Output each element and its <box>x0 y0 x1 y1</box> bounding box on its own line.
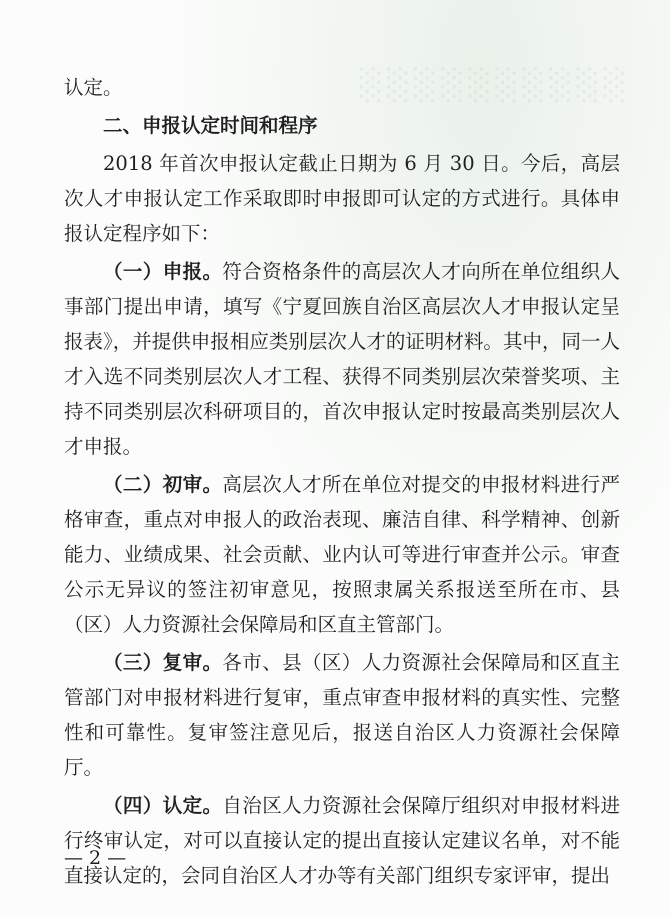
document-body <box>64 70 620 896</box>
step-initial-review-text: 高层次人才所在单位对提交的申报材料进行严格审查，重点对申报人的政治表现、廉洁自律、科学精神、创新能力、业绩成果、社会贡献、业内认可等进行审查并公示。审查公示无异议的签注初审意见，按照隶属关系报送至所在市、县（区）人力资源社会保障局和区直主管部门。 <box>64 473 620 636</box>
step-certification-text: 自治区人力资源社会保障厅组织对申报材料进行终审认定，对可以直接认定的提出直接认定建议名单，对不能直接认定的，会同自治区人才办等有关部门组织专家评审，提出 <box>64 794 620 887</box>
step-second-review-text: 各市、县（区）人力资源社会保障局和区直主管部门对申报材料进行复审，重点审查申报材料的真实性、完整性和可靠性。复审签注意见后，报送自治区人力资源社会保障厅。 <box>64 651 620 779</box>
faint-watermark: ░░░░░░░░░░ <box>360 68 631 103</box>
step-certification-label: （四）认定。 <box>103 794 223 817</box>
step-apply-text: 符合资格条件的高层次人才向所在单位组织人事部门提出申请，填写《宁夏回族自治区高层次人才申报认定呈报表》，并提供申报相应类别层次人才的证明材料。其中，同一人才入选不同类别层次人才工程、获得不同类别层次荣誉奖项、主持不同类别层次科研项目的，首次申报认定时按最高类别层次人才申报。 <box>64 260 620 458</box>
step-second-review-label: （三）复审。 <box>103 651 223 674</box>
step-initial-review-label: （二）初审。 <box>103 473 223 496</box>
intro-paragraph: 2018 年首次申报认定截止日期为 6 月 30 日。今后，高层次人才申报认定工作采取即时申报即可认定的方式进行。具体申报认定程序如下： <box>64 152 620 245</box>
step-apply <box>64 254 620 464</box>
opening-line: 认定。 <box>64 76 123 99</box>
step-apply-label: （一）申报。 <box>103 260 223 283</box>
section-heading: 二、申报认定时间和程序 <box>103 114 318 137</box>
step-initial-review <box>64 467 620 642</box>
step-second-review <box>64 645 620 785</box>
step-certification <box>64 788 620 893</box>
page-number: — 2 — <box>64 847 127 869</box>
